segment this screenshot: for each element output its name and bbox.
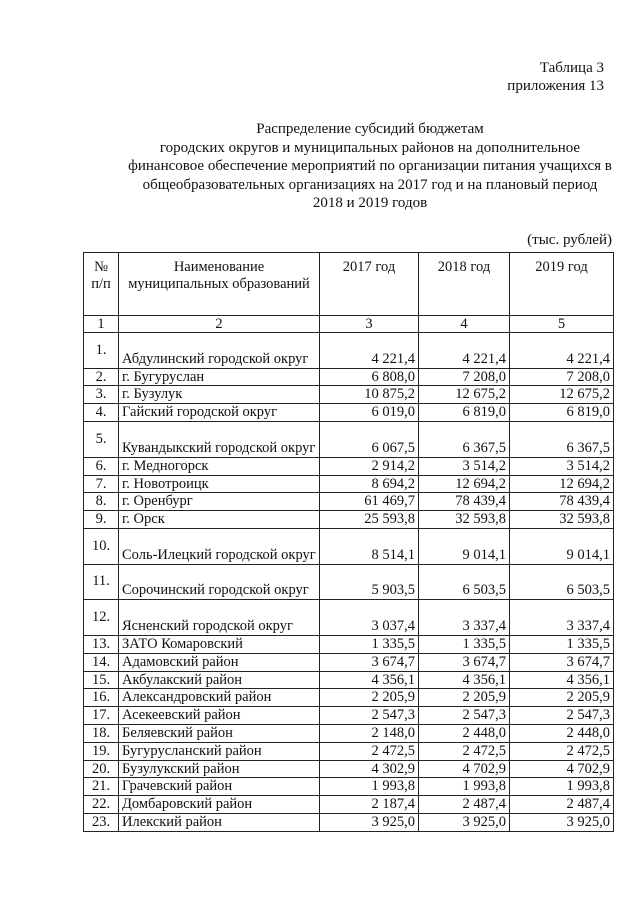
value-2019: 12 675,2	[510, 386, 614, 404]
value-2017: 8 694,2	[320, 475, 419, 493]
value-2019: 1 335,5	[510, 636, 614, 654]
column-header-name: Наименование муниципальных образований	[119, 253, 320, 316]
municipality-name: г. Новотроицк	[119, 475, 320, 493]
value-2019: 2 547,3	[510, 707, 614, 725]
row-number: 9.	[84, 511, 119, 529]
value-2019: 2 448,0	[510, 725, 614, 743]
value-2018: 32 593,8	[419, 511, 510, 529]
value-2018: 9 014,1	[419, 528, 510, 564]
table-header-row	[84, 253, 614, 316]
row-number: 8.	[84, 493, 119, 511]
value-2017: 3 037,4	[320, 600, 419, 636]
column-header-2019: 2019 год	[510, 253, 614, 316]
value-2019: 6 503,5	[510, 564, 614, 600]
municipality-name: Илекский район	[119, 813, 320, 831]
municipality-name: Бузулукский район	[119, 760, 320, 778]
value-2018: 6 503,5	[419, 564, 510, 600]
value-2017: 2 472,5	[320, 742, 419, 760]
table-row	[84, 707, 614, 725]
column-index-row	[84, 316, 614, 333]
municipality-name: Адамовский район	[119, 653, 320, 671]
row-number: 4.	[84, 404, 119, 422]
value-2019: 2 205,9	[510, 689, 614, 707]
value-2019: 32 593,8	[510, 511, 614, 529]
table-label: Таблица 3	[539, 60, 604, 76]
units-label: (тыс. рублей)	[527, 232, 612, 248]
row-number: 3.	[84, 386, 119, 404]
value-2017: 2 547,3	[320, 707, 419, 725]
value-2017: 5 903,5	[320, 564, 419, 600]
row-number: 6.	[84, 457, 119, 475]
municipality-name: Беляевский район	[119, 725, 320, 743]
table-row	[84, 404, 614, 422]
column-header-2018: 2018 год	[419, 253, 510, 316]
row-number: 2.	[84, 368, 119, 386]
value-2017: 8 514,1	[320, 528, 419, 564]
table-row	[84, 778, 614, 796]
row-number: 13.	[84, 636, 119, 654]
table-row	[84, 368, 614, 386]
municipality-name: г. Медногорск	[119, 457, 320, 475]
municipality-name: г. Бузулук	[119, 386, 320, 404]
row-number: 14.	[84, 653, 119, 671]
row-number: 20.	[84, 760, 119, 778]
value-2017: 1 993,8	[320, 778, 419, 796]
table-row	[84, 742, 614, 760]
title-line: городских округов и муниципальных районов на дополнительное	[159, 139, 581, 156]
value-2018: 1 335,5	[419, 636, 510, 654]
table-body	[84, 333, 614, 832]
municipality-name: Домбаровский район	[119, 796, 320, 814]
table-row	[84, 653, 614, 671]
municipality-name: г. Оренбург	[119, 493, 320, 511]
municipality-name: Гайский городской округ	[119, 404, 320, 422]
value-2018: 7 208,0	[419, 368, 510, 386]
document-title	[90, 120, 640, 213]
value-2017: 3 925,0	[320, 813, 419, 831]
value-2018: 3 674,7	[419, 653, 510, 671]
value-2018: 3 337,4	[419, 600, 510, 636]
municipality-name: г. Орск	[119, 511, 320, 529]
value-2019: 6 367,5	[510, 422, 614, 458]
municipality-name: Соль-Илецкий городской округ	[119, 528, 320, 564]
column-index: 4	[419, 316, 510, 333]
value-2017: 4 221,4	[320, 333, 419, 369]
column-header-number: № п/п	[84, 253, 119, 316]
title-line: общеобразовательных организациях на 2017 год и на плановый период	[142, 176, 598, 193]
row-number: 17.	[84, 707, 119, 725]
value-2019: 4 702,9	[510, 760, 614, 778]
table-row	[84, 760, 614, 778]
value-2019: 7 208,0	[510, 368, 614, 386]
row-number: 10.	[84, 528, 119, 564]
table-row	[84, 671, 614, 689]
row-number: 16.	[84, 689, 119, 707]
value-2017: 2 914,2	[320, 457, 419, 475]
municipality-name: Александровский район	[119, 689, 320, 707]
municipality-name: Акбулакский район	[119, 671, 320, 689]
value-2019: 12 694,2	[510, 475, 614, 493]
table-row	[84, 386, 614, 404]
value-2019: 3 925,0	[510, 813, 614, 831]
municipality-name: Кувандыкский городской округ	[119, 422, 320, 458]
table-row	[84, 636, 614, 654]
value-2017: 61 469,7	[320, 493, 419, 511]
table-row	[84, 689, 614, 707]
row-number: 11.	[84, 564, 119, 600]
value-2018: 6 819,0	[419, 404, 510, 422]
table-row	[84, 333, 614, 369]
row-number: 5.	[84, 422, 119, 458]
row-number: 21.	[84, 778, 119, 796]
value-2017: 6 067,5	[320, 422, 419, 458]
value-2017: 2 187,4	[320, 796, 419, 814]
value-2019: 3 514,2	[510, 457, 614, 475]
value-2019: 4 221,4	[510, 333, 614, 369]
value-2018: 6 367,5	[419, 422, 510, 458]
table-row	[84, 457, 614, 475]
title-line: финансовое обеспечение мероприятий по организации питания учащихся в	[128, 158, 612, 174]
row-number: 1.	[84, 333, 119, 369]
value-2017: 2 205,9	[320, 689, 419, 707]
row-number: 18.	[84, 725, 119, 743]
value-2018: 2 487,4	[419, 796, 510, 814]
value-2019: 9 014,1	[510, 528, 614, 564]
subsidy-table	[83, 252, 614, 832]
value-2017: 6 808,0	[320, 368, 419, 386]
row-number: 12.	[84, 600, 119, 636]
municipality-name: г. Бугуруслан	[119, 368, 320, 386]
column-index: 3	[320, 316, 419, 333]
table-row	[84, 796, 614, 814]
row-number: 23.	[84, 813, 119, 831]
table-row	[84, 511, 614, 529]
table-row	[84, 725, 614, 743]
municipality-name: Сорочинский городской округ	[119, 564, 320, 600]
value-2017: 10 875,2	[320, 386, 419, 404]
value-2019: 3 337,4	[510, 600, 614, 636]
table-row	[84, 475, 614, 493]
value-2018: 2 472,5	[419, 742, 510, 760]
value-2017: 4 302,9	[320, 760, 419, 778]
row-number: 22.	[84, 796, 119, 814]
municipality-name: Грачевский район	[119, 778, 320, 796]
value-2019: 78 439,4	[510, 493, 614, 511]
value-2018: 3 514,2	[419, 457, 510, 475]
column-index: 5	[510, 316, 614, 333]
value-2018: 2 547,3	[419, 707, 510, 725]
value-2017: 4 356,1	[320, 671, 419, 689]
value-2017: 6 019,0	[320, 404, 419, 422]
value-2019: 4 356,1	[510, 671, 614, 689]
value-2018: 4 221,4	[419, 333, 510, 369]
municipality-name: ЗАТО Комаровский	[119, 636, 320, 654]
title-line: Распределение субсидий бюджетам	[256, 121, 484, 137]
table-row	[84, 564, 614, 600]
value-2019: 2 472,5	[510, 742, 614, 760]
value-2017: 1 335,5	[320, 636, 419, 654]
value-2018: 78 439,4	[419, 493, 510, 511]
row-number: 15.	[84, 671, 119, 689]
value-2019: 6 819,0	[510, 404, 614, 422]
municipality-name: Бугурусланский район	[119, 742, 320, 760]
value-2019: 1 993,8	[510, 778, 614, 796]
column-index: 1	[84, 316, 119, 333]
value-2017: 3 674,7	[320, 653, 419, 671]
municipality-name: Асекеевский район	[119, 707, 320, 725]
value-2018: 2 448,0	[419, 725, 510, 743]
table-row	[84, 528, 614, 564]
title-line: 2018 и 2019 годов	[312, 195, 428, 211]
value-2019: 2 487,4	[510, 796, 614, 814]
value-2018: 12 675,2	[419, 386, 510, 404]
value-2018: 2 205,9	[419, 689, 510, 707]
value-2018: 1 993,8	[419, 778, 510, 796]
column-header-2017: 2017 год	[320, 253, 419, 316]
row-number: 7.	[84, 475, 119, 493]
value-2017: 2 148,0	[320, 725, 419, 743]
row-number: 19.	[84, 742, 119, 760]
value-2018: 3 925,0	[419, 813, 510, 831]
value-2019: 3 674,7	[510, 653, 614, 671]
column-index: 2	[119, 316, 320, 333]
table-row	[84, 813, 614, 831]
value-2017: 25 593,8	[320, 511, 419, 529]
municipality-name: Ясненский городской округ	[119, 600, 320, 636]
appendix-label: приложения 13	[507, 78, 604, 94]
value-2018: 12 694,2	[419, 475, 510, 493]
municipality-name: Абдулинский городской округ	[119, 333, 320, 369]
table-row	[84, 493, 614, 511]
table-row	[84, 422, 614, 458]
table-row	[84, 600, 614, 636]
value-2018: 4 356,1	[419, 671, 510, 689]
value-2018: 4 702,9	[419, 760, 510, 778]
